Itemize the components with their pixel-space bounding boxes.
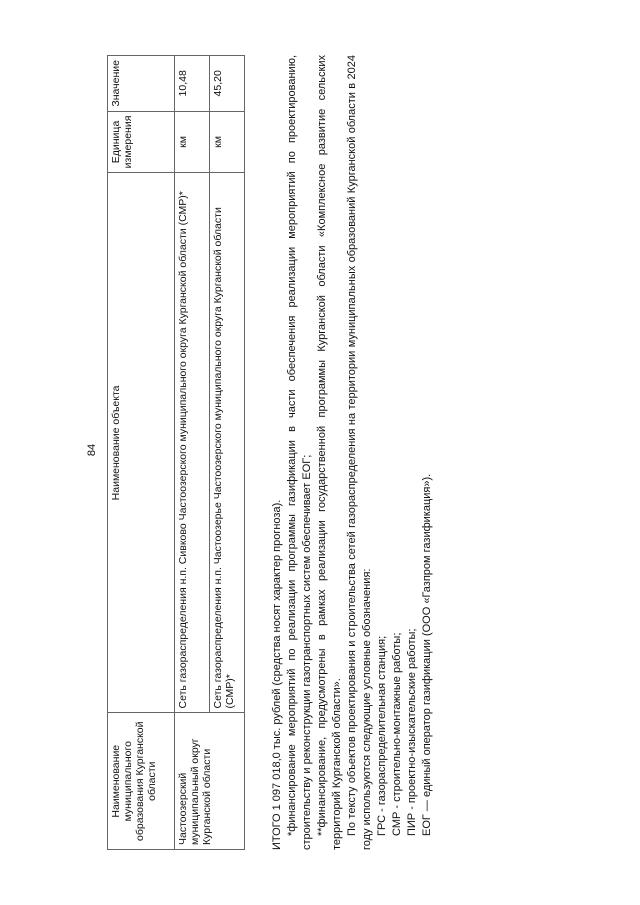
gasification-objects-table [107, 55, 245, 850]
total-line: ИТОГО 1 097 018,0 тыс. рублей (средства носят характер прогноза). [271, 499, 283, 850]
object-cell: Сеть газораспределения н.п. Сивково Частоозерского муниципального округа Курганской области (СМР)* [175, 173, 210, 713]
value-cell: 10,48 [175, 56, 210, 112]
legend-intro-paragraph: По тексту объектов проектирования и строительства сетей газораспределения на территории муниципальных образований Курганской области в 2024 году используются следующие условные обозначения: [346, 55, 373, 850]
page-number: 84 [86, 443, 98, 457]
value-cell: 45,20 [210, 56, 245, 112]
header-municipality: Наименование муниципального образования Курганской области [108, 713, 175, 850]
table-header-row [108, 56, 175, 850]
unit-cell: км [210, 111, 245, 173]
footnote-1: *финансирование мероприятий по реализации программы газификации в части обеспечения реализации мероприятий по проектированию, строительству и реконструкции газотранспортных систем обеспечивает ЕОГ; [286, 55, 313, 850]
footnote-2: **финансирование, предусмотрены в рамках реализации государственной программы Курганской области «Комплексное развитие сельских территорий Курганской области». [316, 55, 343, 850]
header-value: Значение [108, 56, 175, 112]
legend-item: ГРС - газораспределительная станция; [376, 635, 388, 836]
legend-item: СМР - строительно-монтажные работы; [391, 632, 403, 836]
legend-item: ЕОГ — единый оператор газификации (ООО «Газпром газификация»). [421, 473, 433, 836]
object-cell: Сеть газораспределения н.п. Частоозерье Частоозерского муниципального округа Курганской области (СМР)* [210, 173, 245, 713]
table-row [175, 56, 210, 850]
legend-item: ПИР - проектно-изыскательские работы; [406, 628, 418, 836]
municipality-cell: Частоозерский муниципальный округ Курганской области [175, 713, 245, 850]
rotated-page [86, 50, 433, 850]
unit-cell: км [175, 111, 210, 173]
notes-section [270, 55, 435, 850]
header-unit: Единица измерения [108, 111, 175, 173]
header-object: Наименование объекта [108, 173, 175, 713]
